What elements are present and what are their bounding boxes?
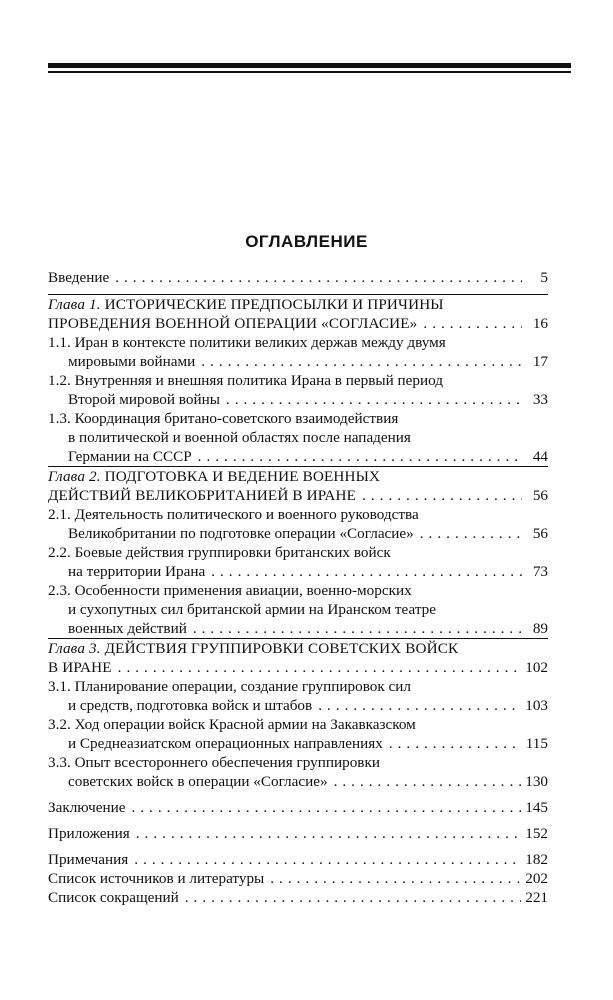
chapter-title-line2: В ИРАНЕ	[48, 659, 112, 676]
dot-leader	[362, 486, 522, 505]
toc-entry-text: Введение	[48, 269, 110, 286]
dot-leader	[118, 658, 522, 677]
chapter-title-line1: ДЕЙСТВИЯ ГРУППИРОВКИ СОВЕТСКИХ ВОЙСК	[104, 640, 459, 657]
dot-leader	[334, 772, 522, 791]
toc-chapter-1[interactable]	[48, 295, 548, 333]
header-rule-thin	[48, 71, 571, 73]
dot-leader	[198, 447, 522, 466]
dot-leader	[270, 869, 521, 888]
toc-page-number: 17	[532, 353, 548, 370]
toc-section-1-3[interactable]	[48, 409, 548, 466]
toc-entry-text: Список источников и литературы	[48, 870, 265, 887]
section-title-line3: военных действий	[68, 620, 187, 637]
chapter-label: Глава 3.	[48, 640, 101, 657]
dot-leader	[318, 696, 521, 715]
toc-entry-abbreviations[interactable]	[48, 888, 548, 907]
toc-page-number: 56	[532, 487, 548, 504]
toc-section-3-2[interactable]	[48, 715, 548, 753]
toc-section-2-3[interactable]	[48, 581, 548, 638]
dot-leader	[420, 524, 522, 543]
toc-section-1-2[interactable]	[48, 371, 548, 409]
section-title-line2: мировыми войнами	[68, 353, 196, 370]
dot-leader	[193, 619, 522, 638]
section-title-line1: 3.2. Ход операции войск Красной армии на Закавказском	[48, 716, 416, 733]
toc-page-number: 103	[525, 697, 548, 714]
toc-entry-text: Примечания	[48, 851, 129, 868]
section-title-line1: 1.2. Внутренняя и внешняя политика Ирана в первый период	[48, 372, 444, 389]
chapter-title-line2: ПРОВЕДЕНИЯ ВОЕННОЙ ОПЕРАЦИИ «СОГЛАСИЕ»	[48, 315, 418, 332]
chapter-title-line1: ПОДГОТОВКА И ВЕДЕНИЕ ВОЕННЫХ	[104, 468, 381, 485]
chapter-title-line1: ИСТОРИЧЕСКИЕ ПРЕДПОСЫЛКИ И ПРИЧИНЫ	[104, 296, 444, 313]
toc-entry-text: Заключение	[48, 799, 126, 816]
dot-leader	[226, 390, 522, 409]
toc-page-number: 130	[525, 773, 548, 790]
dot-leader	[115, 268, 522, 287]
toc-page-number: 115	[525, 735, 548, 752]
toc-section-3-3[interactable]	[48, 753, 548, 791]
dot-leader	[136, 824, 521, 843]
dot-leader	[211, 562, 522, 581]
toc-section-2-2[interactable]	[48, 543, 548, 581]
toc-entry-sources[interactable]	[48, 869, 548, 888]
dot-leader	[185, 888, 521, 907]
chapter-label: Глава 1.	[48, 296, 101, 313]
section-title-line1: 1.1. Иран в контексте политики великих держав между двумя	[48, 334, 446, 351]
section-title-line1: 3.3. Опыт всестороннего обеспечения группировки	[48, 754, 380, 771]
section-title-line2: Второй мировой войны	[68, 391, 220, 408]
section-title-line1: 2.2. Боевые действия группировки британских войск	[48, 544, 391, 561]
toc-page-number: 5	[540, 269, 548, 286]
section-title-line2: и средств, подготовка войск и штабов	[68, 697, 313, 714]
toc-page-number: 202	[525, 870, 548, 887]
toc-entry-conclusion[interactable]	[48, 798, 548, 817]
toc-page-number: 152	[525, 825, 548, 842]
section-title-line2: советских войск в операции «Согласие»	[68, 773, 328, 790]
toc-page-number: 221	[525, 889, 548, 906]
toc-page-number: 16	[532, 315, 548, 332]
toc-entry-notes[interactable]	[48, 850, 548, 869]
dot-leader	[201, 352, 522, 371]
chapter-title-line2: ДЕЙСТВИЙ ВЕЛИКОБРИТАНИЕЙ В ИРАНЕ	[48, 487, 357, 504]
section-title-line2: и Среднеазиатском операционных направлениях	[68, 735, 383, 752]
section-title-line3: Германии на СССР	[68, 448, 192, 465]
toc-entry-intro[interactable]	[48, 268, 548, 287]
section-title-line2: Великобритании по подготовке операции «Согласие»	[68, 525, 414, 542]
toc-section-1-1[interactable]	[48, 333, 548, 371]
toc-page-number: 56	[532, 525, 548, 542]
chapter-label: Глава 2.	[48, 468, 101, 485]
table-of-contents	[48, 268, 548, 907]
toc-chapter-3[interactable]	[48, 639, 548, 677]
toc-chapter-2[interactable]	[48, 467, 548, 505]
dot-leader	[131, 798, 521, 817]
section-title-line1: 3.1. Планирование операции, создание группировок сил	[48, 678, 411, 695]
toc-page-number: 44	[532, 448, 548, 465]
section-title-line1: 1.3. Координация британо-советского взаимодействия	[48, 410, 399, 427]
page-title: ОГЛАВЛЕНИЕ	[245, 232, 368, 251]
header-rule-thick	[48, 63, 571, 68]
dot-leader	[134, 850, 521, 869]
section-title-line2: и сухопутных сил британской армии на Иранском театре	[68, 601, 436, 618]
toc-section-2-1[interactable]	[48, 505, 548, 543]
toc-entry-text: Приложения	[48, 825, 130, 842]
toc-page-number: 73	[532, 563, 548, 580]
dot-leader	[389, 734, 522, 753]
section-title-line2: на территории Ирана	[68, 563, 206, 580]
toc-page-number: 102	[525, 659, 548, 676]
toc-page-number: 182	[525, 851, 548, 868]
toc-page-number: 33	[532, 391, 548, 408]
section-title-line1: 2.1. Деятельность политического и военного руководства	[48, 506, 419, 523]
toc-section-3-1[interactable]	[48, 677, 548, 715]
section-title-line2: в политической и военной областях после нападения	[68, 429, 411, 446]
toc-page-number: 89	[532, 620, 548, 637]
toc-page-number: 145	[525, 799, 548, 816]
toc-entry-appendix[interactable]	[48, 824, 548, 843]
toc-entry-text: Список сокращений	[48, 889, 179, 906]
dot-leader	[423, 314, 522, 333]
section-title-line1: 2.3. Особенности применения авиации, военно-морских	[48, 582, 412, 599]
